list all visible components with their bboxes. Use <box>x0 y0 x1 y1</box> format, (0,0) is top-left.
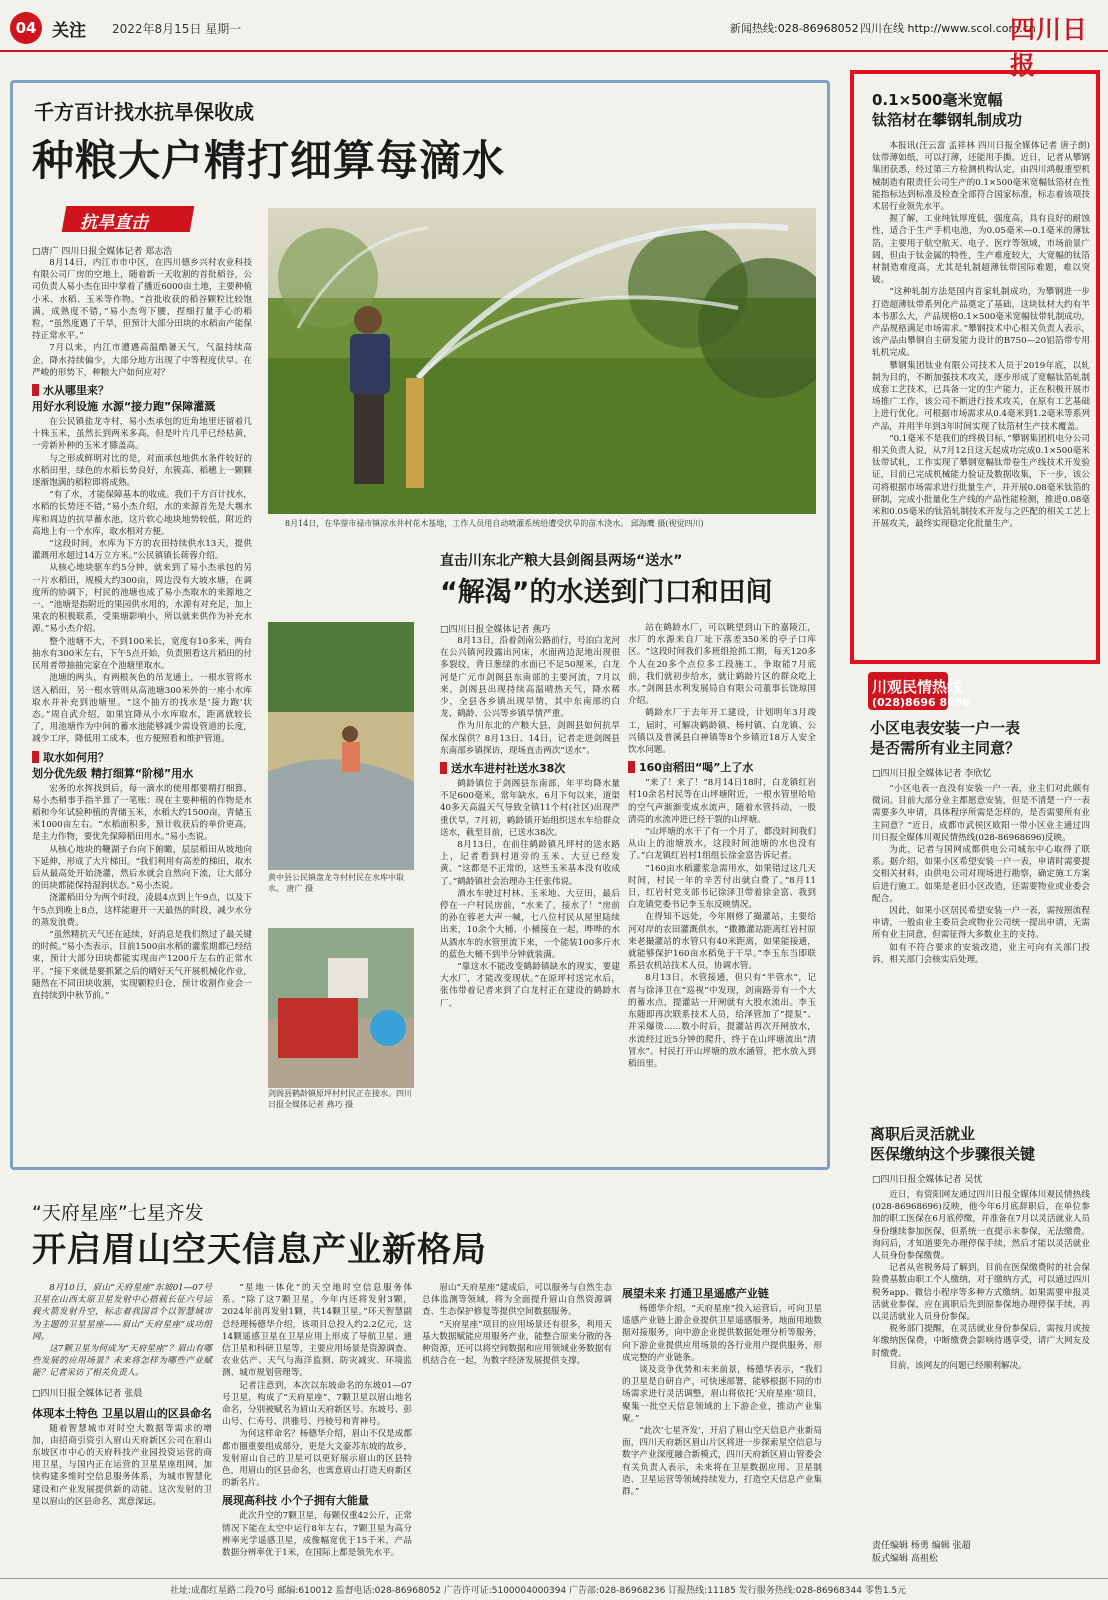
lead-paragraph: 池塘的两头，有两根灰色的吊龙通上，一根水管将水送入稻田，另一根水管则从高池塘300米外的一座小水库取水并补充到池塘里。“这个抽方的找水是‘接力跑’状态。”周自武介绍，如果宜降从小水库取水，距离就较长了，用池塘作为中间的蓄水池能够减少需设管道的长度，减少工序，降低用工成本，也方便照看和维护管道。 <box>32 673 252 745</box>
sidebar-paragraph: 近日，有资阳网友通过四川日报全媒体川观民情热线(028-86968696)反映，他今年6月底辞职后，在单位参加的职工医保在6月底停缴，并准备在7月以灵活就业人员身份继续参加医保，但系统一直提示未参保，无法缴费。询问后，才知道要先办理停保手续，然后才能以灵活就业人员身份参保缴费。 <box>872 1190 1090 1262</box>
third-col-3 <box>422 1282 612 1367</box>
second-paragraph: 8月13日，沿着剑南公路前行，号泊白龙河在公兴镇河段露出河床，水面两边泥地出现很多裂纹，背日葱绿的水面已不足50厘米，白龙河是广元市剑阁县东南部的主要河流，7月以来，剑阁县出现持续高温晴热天气，降水稀少，全县各乡镇出现旱情，其中东南部的白龙、鹤龄、公兴等乡镇旱情严重。 <box>440 636 620 720</box>
second-paragraph: 在得知不远处，今年刚修了撮灌站，主要给河对岸的农田灌溉供水，“撒撒灌站距离红岩村原来老撮灌站的水管只有40米距离，如果能接通，就能够保护160亩水稻免于干旱。”李玉东当即联系县农机站技术人员，协调水管。 <box>628 912 816 972</box>
second-col-1 <box>440 622 620 1010</box>
lead-paragraph: 宏务的水挥找到后，每一滴水的使用都要精打细算。易小杰稍事手指半算了一笔账：现在主要种植的作物是水稻和今年试验种植的青储玉米，水稻大约1500亩，青储玉米1000亩左右。“水稻面积多，预计收获后的单价更高，是主力作物，要优先保障稻田用水。”易小杰说。 <box>32 783 252 843</box>
lead-paragraph: “虽然精抗天气还在延续，好消息是我们熬过了最关键的时候。”易小杰表示，目前1500亩水稻的灌浆期都已经结束，预计大部分田块都能实现亩产1200斤左右的正常水平。“接下来就是要抓紧之后的晴好天气开展机械化作业，随然在不同田块收割，实现颗粒归仓，预计收割作业会一直持续到中秋节前。” <box>32 929 252 1001</box>
second-kicker: 直击川东北产粮大县剑阁县两场“送水” <box>440 553 683 569</box>
photo-caption: 8月14日，在华蓥市禄市镇凉水井村花木基地，工作人员用自动喷灌系统给遭受伏旱的苗木浇水。 邱海鹰 摄(视觉四川) <box>285 519 704 528</box>
website-link[interactable]: 四川在线 http://www.scol.com.cn <box>860 22 1036 35</box>
irrigation-photo <box>268 208 816 514</box>
sidebar-byline: □四川日报全媒体记者 李欣忆 <box>872 769 992 779</box>
tag-label: 抗旱直击 <box>80 213 148 233</box>
section-label: 关注 <box>52 21 86 41</box>
sidebar-headline: 0.1×500毫米宽幅 钛箔材在攀钢轧制成功 <box>872 91 1023 129</box>
lead-paragraph: 从核心地块的鞭湖子台向下俯瞰，层层稻田从坡地向下延伸，形成了大片梯田。“我们利用有高差的梯田，取水后从最高处开始浇灌，然后水就会自然向下流，让大部分的田块都能保持湿润状态。”易小杰说。 <box>32 844 252 892</box>
second-byline: □四川日报全媒体记者 燕巧 <box>440 625 551 635</box>
lead-paragraph: 浇灌稻田分为两个时段，凌晨4点到上午9点，以及下午5点到晚上8点，这样能避开一天最热的时段，减少水分的蒸发浪费。 <box>32 893 252 928</box>
third-paragraph: 眉山“天府星座”建成后，可以服务与自然生态总体监测等领域，将为全面提升眉山自然资源调查、生态保护修复等提供空间数据服务。 <box>422 1283 612 1318</box>
second-headline: “解渴”的水送到门口和田间 <box>440 577 773 608</box>
sidebar-story <box>872 140 1090 531</box>
third-subhead: 展望未来 打通卫星遥感产业链 <box>622 1287 769 1300</box>
lead-paragraph: 7月以来，内江市遭遇高温酷暑天气，气温持续高企，降水持续偏少，大部分地方出现了中等程度伏旱。在严峻的形势下，种粮大户如何应对？ <box>32 343 252 378</box>
second-paragraph: “山坪塘的水干了有一个月了，都没时间我们从山上的池塘放水，这段时间池塘的水也没有了。”白龙镇红岩村1组组长徐金富告诉记者。 <box>628 827 816 862</box>
hotline-number: (028)8696 8696 <box>872 696 971 709</box>
lead-col-1 <box>32 244 252 1002</box>
subhead-marker <box>628 761 635 773</box>
subhead-marker <box>32 751 39 763</box>
third-intro: 这7颗卫星为何成为“天府星座”？眉山有哪些发展的应用场景？未来将怎样为哪些产业赋能？记者采访了相关负责人。 <box>32 1344 212 1379</box>
newspaper-logo: 四川日报 <box>1010 15 1089 80</box>
third-paragraph: “星地一体化”的天空地时空信息服务体系。“除了这7颗卫星，今年内还将发射3颗，2024年前再发射1颗，共14颗卫星。”环天智慧副总经理杨德华介绍，该项目总投入约2.2亿元，这14颗遥感卫星在卫星应用上形成了导航卫星、通信卫星和科研卫星等，主要应用场景是资源调查、农业估产、天气与海洋监测、防灾减灾、环境监测、城市规划管理等。 <box>222 1283 412 1379</box>
second-paragraph: 作为川东北的产粮大县，剑阁县如何抗旱保水保供？8月13日、14日，记者走进剑阁县东南部乡镇探访，现场直击两次“送水”。 <box>440 721 620 756</box>
second-paragraph: 站在鹤龄水厂，可以眺望到山下的嘉陵江，水厂的水源来自厂址下落差350米的亭子口库区。“这段时间我们多班组抢抓工期，每天120多个人在20多个点位多工段施工，争取能7月底前，我们就初步给水，就让鹤龄片区的群众吃上水。”剑阁县水利发展局自有限公司董事长饶琼国介绍。 <box>628 623 816 707</box>
second-subhead: 送水车进村社送水38次 <box>440 760 620 776</box>
sidebar-paragraph: 为此，记者与国网成都供电公司城东中心取得了联系。据介绍，如果小区希望安装一户一表，申请时需要提交相关材料，由供电公司对现场进行勘察，确定施工方案后进行施工。如果是老旧小区改造，还需要物业或业委会配合。 <box>872 845 1090 904</box>
third-col-4 <box>622 1282 822 1498</box>
third-paragraph: 记者注意到，本次以东坡命名的东坡01—07号卫星，构成了“天府星座”，7颗卫星以眉山地名命名，分别被赋名为眉山天府新区号、东坡号、彭山号、仁寿号、洪雅号、丹棱号和青神号。 <box>222 1380 412 1428</box>
third-headline: 开启眉山空天信息产业新格局 <box>32 1230 487 1270</box>
third-paragraph: “此次‘七星齐发’，开启了眉山空天信息产业新局面，四川天府新区眉山片区将进一步探索星空信息与数字产业深度融合新模式，四川天府新区眉山管委会有关负责人表示，未来将在卫星数据应用、卫星制造、卫星运营等领域持续发力，打造空天信息产业集群。” <box>622 1426 822 1498</box>
sidebar-paragraph: 税务部门提醒，在灵活就业身份参保后，需按月或按年缴纳医保费，中断缴费会影响待遇享受，请广大网友及时缴费。 <box>872 1324 1090 1359</box>
sidebar-paragraph: 如有不符合要求的安装改造，业主可向有关部门投诉，相关部门会核实后处理。 <box>872 942 1090 965</box>
second-paragraph: 鹤龄镇位于剑阁县东南部，年平均降水量不足600毫米，常年缺水。6月下旬以来，道渠40多天高温天气导致全镇11个村(社区)出现严重伏旱，7月初，鹤龄镇开始组织送水车给群众送水，截至目前，已送水38次。 <box>440 779 620 838</box>
third-paragraph: 杨德华介绍，“天府星座”投入运营后，可向卫星遥感产业链上游企业提供卫星遥感服务，地面用地数据对接服务，向中游企业提供数据处理分析等服务，向下游企业提供应用场景的各行业用户提供服务，形成完整的产业链条。 <box>622 1304 822 1363</box>
lead-paragraph: 与之形成鲜明对比的是，对面承包地供水条件较好的水稻田里，绿色的水稻长势良好，东簇高、稻穗上一颗颗逐渐饱满的稻粒即将成熟。 <box>32 453 252 489</box>
issue-date: 2022年8月15日 星期一 <box>112 22 242 36</box>
second-paragraph: 鹤龄水厂于去年开工建设，计划明年3月竣工，届时，可解决鹤龄镇、杨村镇、白龙镇、公兴镇以及普溪县白神镇等8个乡镇近18万人安全饮水问题。 <box>628 708 816 756</box>
third-paragraph: 为何这样命名？杨德华介绍，眉山不仅是成都都市圈重要组成部分，更是大文豪苏东坡的故乡，发射眉山自己的卫星可以更好展示眉山的区县特色，用眉山的区县命名，也寓意眉山打造天府新区的新名片。 <box>222 1429 412 1489</box>
third-col-1 <box>32 1282 212 1508</box>
lead-paragraph: 整个池塘不大，不到100米长，宽度有10多米，两台抽水有300米左右，下午5点开始，负责照看这片稻田的付民用者带抽抽完家在个池塘里取水。 <box>32 636 252 672</box>
hotline-story <box>872 766 1090 966</box>
sidebar-byline: □四川日报全媒体记者 吴忧 <box>872 1175 983 1185</box>
lead-paragraph: “有了水，才能保障基本的收成。我们千方百计找水，水稻的长势还不错，”易小杰介绍，水的来源首先是大堰水库和周边的抗旱蓄水池，这片软心地块地势较低，附近的高地上有一个水库，取水相对方便。 <box>32 490 252 537</box>
news-hotline: 新闻热线:028-86968052 <box>730 22 859 35</box>
third-byline: □四川日报全媒体记者 张晨 <box>32 1388 143 1399</box>
insurance-story <box>872 1172 1090 1372</box>
second-col-2 <box>628 622 816 1070</box>
sidebar-paragraph: 攀钢集团钛业有限公司技术人员于2019年底，以轧制为目的，不断加强技术攻关，逐步形成了宽幅钛箔轧制成套工艺技术，已具备一定的生产能力，正在积极开展市场推广工作，该公司不断进行技术攻关，在原有工艺基础上进行优化。可根据市场需求从0.4毫米到1.2毫米等系列产品，并用半年到3年时间实现了钛箔材生产技术覆盖。 <box>872 360 1090 432</box>
second-paragraph: 酒水车驶过村林、玉米地、大豆田，最后停在一户村民房前，“水来了，接水了！”房前的孙在蓉老大声一喊，七八位村民从屋里陆续出来，10余个大桶、小桶接在一起，哗哗的水从酒水车的水管里流下来，一个能装100多斤水的蓝色大桶不到半分钟就装满。 <box>440 888 620 960</box>
lead-subhead: 水从哪里来？ 用好水利设施 水源“接力跑”保障灌溉 <box>32 384 216 414</box>
second-paragraph: 8月13日，水管接通，但只有“半管水”，记者与徐泽卫在“巡视”中发现，剑南路旁有一个大的蓄水点，提灌站一开闸就有大股水流出。李玉东随即再次联系技术人员，给泽管加了“提泵”、并采爆烫……数小时后，提灌站再次开闸放水，水流经过近5分钟的爬升，终于在山坪塘流出“清冒水”。村民打开山坪塘的放水涵管，把水放入到稻田里。 <box>628 973 816 1069</box>
third-paragraph: “天府星座”项目的应用场景还有很多，利用天基大数据赋能应用服务产业，能整合原来分散的各种资源，还可以将空间数据和应用领域业务数据有机结合在一起，为数字经济发展提供支撑。 <box>422 1319 612 1367</box>
sidebar-paragraph: 记者从省税务局了解到，目前在医保缴费时的社会保险费基数由职工个人缴纳，对于缴纳方式，可以通过四川税务app、微信小程序等多种方式缴纳。如果需要申报灵活就业参保，应在离职后先到原参保地办理停保手续，再以灵活就业人员身份参保。 <box>872 1263 1090 1323</box>
third-subhead: 展现高科技 小个子拥有大能量 <box>222 1494 369 1508</box>
sidebar-paragraph: “小区电表一直没有安装一户一表，业主们对此颇有微词。目前大部分业主都愿意安装，但是不清楚一户一表需要多久申请，具体程序所需是怎样的，是否需要所有业主同意？”近日，成都市武侯区欧阳一带小区业主通过四川日报全媒体川观民情热线(028-86968696)反映。 <box>872 784 1090 843</box>
third-subhead: 体现本土特色 卫星以眉山的区县命名 <box>32 1406 212 1420</box>
page-number: 04 <box>10 12 42 44</box>
editor-credits: 责任编辑 杨勇 编辑 张超 版式编辑 高祖松 <box>872 1541 971 1564</box>
photo-caption: 剑阁县鹤龄镇原坪村村民正在接水。四川日报全媒体记者 燕巧 摄 <box>268 1089 412 1109</box>
lead-paragraph: 在公民镇盐龙寺村，易小杰承包的近角地里还留着几十株玉米，虽然长到两米多高，但是叶片几乎已经枯黄，一旁新补种的玉米才膝盖高。 <box>32 417 252 452</box>
subhead-marker <box>440 762 447 774</box>
sidebar-headline: 小区电表安装一户一表 是否需所有业主同意？ <box>870 719 1021 757</box>
sidebar-paragraph: “这种轧制方法是国内首家轧制成功，为攀钢进一步打造超薄钛带系列化产品奠定了基础，这块钛材大约有半本书那么大，产品规格0.1×500毫米宽幅钛带轧制成功，产品规格满足市场需求。”攀钢技术中心相关负责人表示，该产品由攀钢自主研发能力设计的B750—20铝箔带专用轧机完成。 <box>872 287 1090 359</box>
third-paragraph: 谈及竞争优势和未来前景，杨德华表示，“我们的卫星是自研自产，可快速部署，能够根据不同的市场需求进行灵活调整，眉山将依托‘天府星座’项目，聚集一批空天信息领域的上下游企业，推动产业集聚。” <box>622 1365 822 1424</box>
sidebar-paragraph: “0.1毫米不是我们的终极目标，”攀钢集团机电分公司相关负责人说，从7月12日这天起成功完成0.1×500毫米钛带试轧，工作实现了攀钢宽幅钛带卷生产线技术开发验证，目前已完成机械能力验证及数据收集，下一步，该公司将根据市场需求进行批量生产，并开展0.08毫米钛箔的研制，完成小批量化生产线的产品性能检测，推进0.08毫米和0.05毫米的钛箔轧制技术开发与之匹配的相关工艺上开展攻关，最终实现稳定化批量生产。 <box>872 433 1090 530</box>
lead-kicker: 千方百计找水抗旱保收成 <box>34 100 254 124</box>
second-paragraph: “来了！来了！”8月14日18时，白龙镇红岩村10余名村民等在山坪塘附近，一根水管里哈哈的空气声渐渐变成水流声，随着水管抖动，一股清亮的水流冲进已经干裂的山坪塘。 <box>628 778 816 825</box>
second-paragraph: “160亩水稻灌浆急需用水，如果错过这几天时间，村民一年的辛苦付出就白费了。”8月11日，红岩村党支部书记徐泽卫带着徐金富、我到白龙镇党委书记李玉东反映情况。 <box>628 863 816 911</box>
sidebar-paragraph: 目前，该网友的问题已经顺利解决。 <box>889 1360 1027 1371</box>
second-paragraph: “靠这水不能改变鹤龄镇缺水的现实，要建大水厂，才能改变现状。”在原坪村送完水后，张伟带着记者来到了白龙村正在建设的鹤龄水厂。 <box>440 962 620 1009</box>
water-photo-2 <box>268 928 414 1088</box>
third-paragraph: 此次升空的7颗卫星，每颗仅重42公斤，正常情况下能在太空中运行8年左右，7颗卫星为高分辨率光学遥感卫星，成像幅宽优于15千米，产品数据分辨率优于1米，在国际上都是领先水平。 <box>222 1511 412 1559</box>
third-kicker: “天府星座”七星齐发 <box>32 1202 204 1224</box>
second-paragraph: 8月13日，在前往鹤龄镇凡坪村的送水路上，记者看到村道旁的玉米、大豆已经发黄。“这都是不正常的，这些玉米基本没有收成了。”鹤龄镇社会治理办主任张伟说。 <box>440 840 620 887</box>
sidebar-paragraph: 本报讯(汪云富 孟祥林 四川日报全媒体记者 唐子朗)钛带薄如纸，可以打薄，还能用手撕。近日，记者从攀钢集团获悉，经过第三方检测机构认定，由四川鸿舰重型机械制造有限责任公司生产的0.1×500毫米宽幅钛箔材在性能指标达到标准及检查全部符合国家标准，标志着该项技术居行业领先水平。 <box>872 141 1090 213</box>
lead-byline: □唐广 四川日报全媒体记者 郑志浩 <box>32 247 173 257</box>
sidebar-headline: 离职后灵活就业 医保缴纳这个步骤很关键 <box>870 1125 1036 1163</box>
lead-paragraph: “这段时间，水库为下方的农田持续供水13天，提供灌溉用水超过14万立方米。”公民镇镇长蒋蓉介绍。 <box>32 539 252 562</box>
sidebar-paragraph: 握了解，工业纯钛厚度低，强度高，具有良好的耐蚀性，适合于生产手机电池，为0.05毫米—0.1毫米的薄钛箔，主要用于航空航天、电子、医疗等领域，市场前景广阔，但由于钛金属的特性，生产难度较大，大宽幅的钛箔材制造难度高，尤其是轧制超薄钛带国际难题，难以突破。 <box>872 214 1090 286</box>
second-subhead: 160亩稻田“喝”上了水 <box>628 759 816 775</box>
subhead-marker <box>32 384 39 396</box>
third-intro: 8月10日，眉山“天府星座”东坡01—07号卫星在山西太原卫星发射中心搭载长征六号运载火箭发射升空，标志着我国首个以智慧城市为主题的卫星星座——眉山“天府星座”成功组网。 <box>32 1283 212 1342</box>
lead-paragraph: 8月14日，内江市市中区，在四川德乡兴村农业科技有限公司厂房的空地上，随着新一天收割的首批稻谷，公司负责人易小杰在田中掌着了播近6000亩土地，主要种植小米、水稻、玉米等作物。“首批收获的稻谷颗粒比较饱满，成熟度不错，”易小杰弯下腰，捏细打量手心的稻粒，“虽然度遇了干旱，但预计大部分田块的水稻亩产能保持正常水平。” <box>32 258 252 342</box>
third-col-2 <box>222 1282 412 1559</box>
lead-subhead: 取水如何用？ 划分优先级 精打细算“阶梯”用水 <box>32 750 194 780</box>
lead-paragraph: 从核心地块驱车约5分钟，就来到了易小杰承包的另一片水稻田，规模大约300亩，周边没有大坡水塘，在调度所的协调下，村民的池塘也成了易小杰取水的来源地之一。“池塘是指附近的果园供水用的，水源有对充足，加上果农的积极联系，受果塘影响小，所以就来供作为补充水源。”易小杰介绍。 <box>32 563 252 635</box>
page-footer: 社址:成都红星路二段70号 邮编:610012 监督电话:028-86968052 广告许可证:5100004000394 广告部:028-86968236 订报热线:11185 发行服务热线:028-86968344 零售1.5元 <box>0 1578 1108 1600</box>
photo-caption: 黄中县公民镇盘龙寺村村民在水库中取水。 唐广 摄 <box>268 873 404 893</box>
water-photo-1 <box>268 622 414 870</box>
lead-headline: 种粮大户精打细算每滴水 <box>32 136 506 185</box>
hotline-brand: 川观民情热线 <box>872 678 963 696</box>
sidebar-paragraph: 因此，如果小区居民希望安装一户一表，需按照流程申请，一般由业主委员会或物业公司统一提出申请，无需所有业主同意，但需征得大多数业主的支持。 <box>872 906 1090 941</box>
third-paragraph: 随着智慧城市对时空大数据等需求的增加，由招商引资引入眉山天府新区公司在眉山东坡区市中心的天府科技产业园投资运营的商用卫星，与国内正在运营的卫星星座组网，加快构建多维时空信息服务体系，为城市智慧化建设和产业发展提供新的动能。这次发射的卫星以眉山的区县命名，寓意深远。 <box>32 1423 212 1507</box>
